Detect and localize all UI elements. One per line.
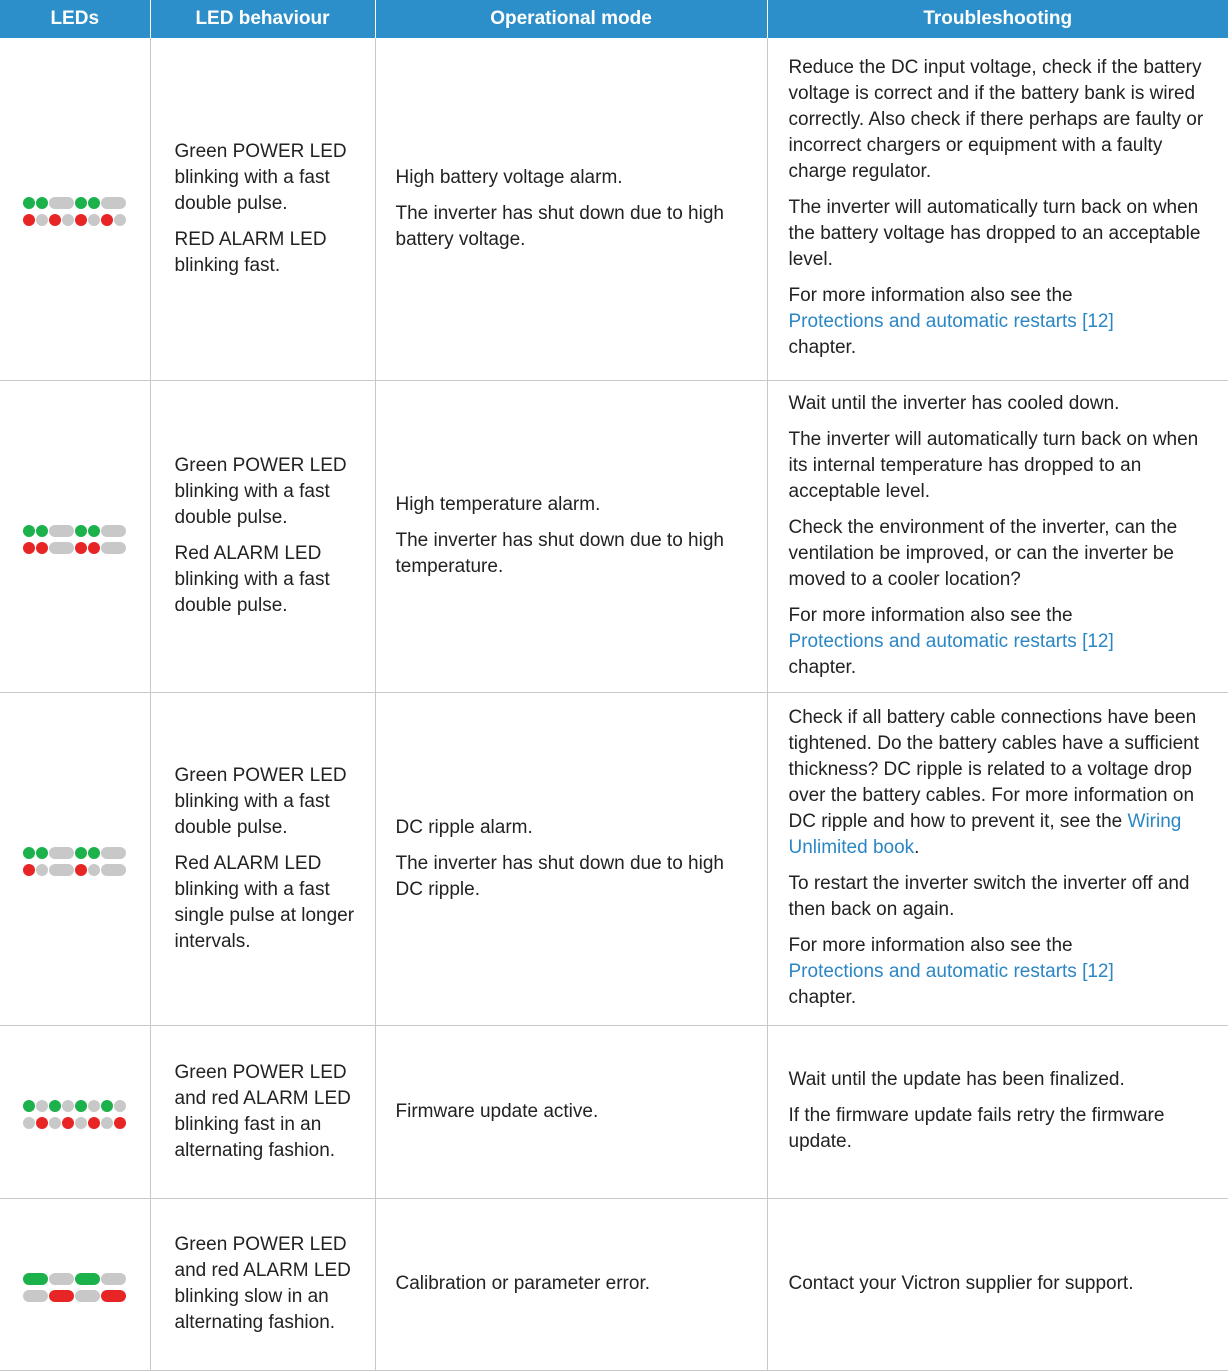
led-behaviour-cell: [150, 1198, 375, 1370]
troubleshooting-text: Wait until the inverter has cooled down.: [788, 392, 1120, 414]
alarm-led-row: [23, 214, 126, 226]
troubleshooting-cell: [767, 692, 1228, 1025]
troubleshooting-cell: [767, 380, 1228, 692]
troubleshooting-text: Check the environment of the inverter, can the ventilation be improved, or can the inverter be moved to a cooler location?: [788, 516, 1178, 590]
behaviour-text: Red ALARM LED blinking with a fast single pulse at longer intervals.: [174, 852, 355, 952]
led-pattern-icon: [23, 1273, 126, 1302]
behaviour-text: Green POWER LED blinking with a fast double pulse.: [174, 455, 347, 528]
troubleshooting-text: Wait until the update has been finalized.: [788, 1069, 1125, 1090]
alarm-led-row: [23, 1290, 126, 1302]
behaviour-text: Green POWER LED blinking with a fast double pulse.: [174, 764, 347, 838]
alarm-led-row: [23, 864, 126, 876]
led-pattern-cell: [0, 380, 150, 692]
led-behaviour-cell: [150, 38, 375, 380]
led-pattern-cell: [0, 38, 150, 380]
more-info-prefix: For more information also see the: [788, 285, 1073, 307]
ripple-text: [789, 705, 1223, 861]
table-row: [0, 38, 1228, 380]
header-operational-mode: Operational mode: [375, 0, 767, 38]
mode-text: High temperature alarm.: [395, 494, 601, 515]
table-row: [0, 1198, 1228, 1370]
header-troubleshooting: Troubleshooting: [767, 0, 1228, 38]
led-pattern-icon: [23, 847, 126, 876]
header-row: [0, 0, 1228, 38]
wiring-unlimited-link[interactable]: Wiring Unlimited book: [788, 811, 1182, 858]
ripple-description: Check if all battery cable connections have been tightened. Do the battery cables have a sufficient thickness? DC ripple is related to a voltage drop over the battery cables. For more information on DC ripple and how to prevent it, see the: [788, 707, 1200, 832]
led-behaviour-cell: [150, 1025, 375, 1198]
protections-link[interactable]: Protections and automatic restarts [12]: [788, 961, 1114, 982]
troubleshooting-text: Contact your Victron supplier for support.: [788, 1272, 1134, 1294]
ripple-end: .: [914, 837, 920, 858]
more-info-text: [789, 283, 1223, 361]
operational-mode-cell: [375, 692, 767, 1025]
power-led-row: [23, 525, 126, 537]
operational-mode-cell: [375, 38, 767, 380]
power-led-row: [23, 197, 126, 209]
header-leds: LEDs: [0, 0, 150, 38]
more-info-suffix: chapter.: [788, 987, 857, 1008]
led-pattern-cell: [0, 692, 150, 1025]
protections-link[interactable]: Protections and automatic restarts [12]: [788, 630, 1114, 652]
more-info-suffix: chapter.: [788, 656, 857, 678]
operational-mode-cell: [375, 380, 767, 692]
mode-text: DC ripple alarm.: [395, 816, 533, 838]
table-row: [0, 380, 1228, 692]
mode-text: The inverter has shut down due to high battery voltage.: [395, 202, 724, 250]
troubleshooting-text: Reduce the DC input voltage, check if the battery voltage is correct and if the battery bank is wired correctly. Also check if there perhaps are faulty or incorrect chargers or equipment with a faulty charge regulator.: [788, 57, 1204, 183]
troubleshooting-cell: [767, 1198, 1228, 1370]
led-behaviour-cell: [150, 692, 375, 1025]
troubleshooting-text: If the firmware update fails retry the firmware update.: [788, 1105, 1165, 1152]
operational-mode-cell: [375, 1025, 767, 1198]
more-info-text: [789, 603, 1223, 681]
power-led-row: [23, 1100, 126, 1112]
operational-mode-cell: [375, 1198, 767, 1370]
behaviour-text: Green POWER LED and red ALARM LED blinking slow in an alternating fashion.: [174, 1234, 351, 1333]
table-row: [0, 1025, 1228, 1198]
behaviour-text: Red ALARM LED blinking with a fast double pulse.: [174, 543, 330, 616]
more-info-text: [789, 933, 1223, 1011]
troubleshooting-text: The inverter will automatically turn back on when the battery voltage has dropped to an acceptable level.: [788, 197, 1201, 271]
table-row: [0, 692, 1228, 1025]
alarm-led-row: [23, 1117, 126, 1129]
led-pattern-icon: [23, 197, 126, 226]
more-info-prefix: For more information also see the: [788, 935, 1073, 956]
mode-text: Firmware update active.: [395, 1100, 599, 1122]
troubleshooting-text: To restart the inverter switch the inverter off and then back on again.: [788, 873, 1190, 920]
led-pattern-cell: [0, 1198, 150, 1370]
troubleshooting-cell: [767, 38, 1228, 380]
led-pattern-cell: [0, 1025, 150, 1198]
led-pattern-icon: [23, 1100, 126, 1129]
power-led-row: [23, 1273, 126, 1285]
alarm-led-row: [23, 542, 126, 554]
led-behaviour-cell: [150, 380, 375, 692]
behaviour-text: Green POWER LED and red ALARM LED blinking fast in an alternating fashion.: [174, 1061, 351, 1161]
protections-link[interactable]: Protections and automatic restarts [12]: [788, 311, 1114, 333]
troubleshooting-cell: [767, 1025, 1228, 1198]
mode-text: Calibration or parameter error.: [395, 1273, 650, 1294]
power-led-row: [23, 847, 126, 859]
behaviour-text: RED ALARM LED blinking fast.: [174, 228, 327, 276]
header-led-behaviour: LED behaviour: [150, 0, 375, 38]
led-pattern-icon: [23, 525, 126, 554]
mode-text: The inverter has shut down due to high temperature.: [395, 530, 724, 577]
mode-text: High battery voltage alarm.: [395, 166, 623, 188]
more-info-prefix: For more information also see the: [788, 604, 1073, 626]
mode-text: The inverter has shut down due to high DC ripple.: [395, 852, 724, 900]
behaviour-text: Green POWER LED blinking with a fast double pulse.: [174, 140, 347, 214]
more-info-suffix: chapter.: [788, 337, 857, 359]
troubleshooting-text: The inverter will automatically turn back on when its internal temperature has dropped to an acceptable level.: [788, 428, 1199, 502]
